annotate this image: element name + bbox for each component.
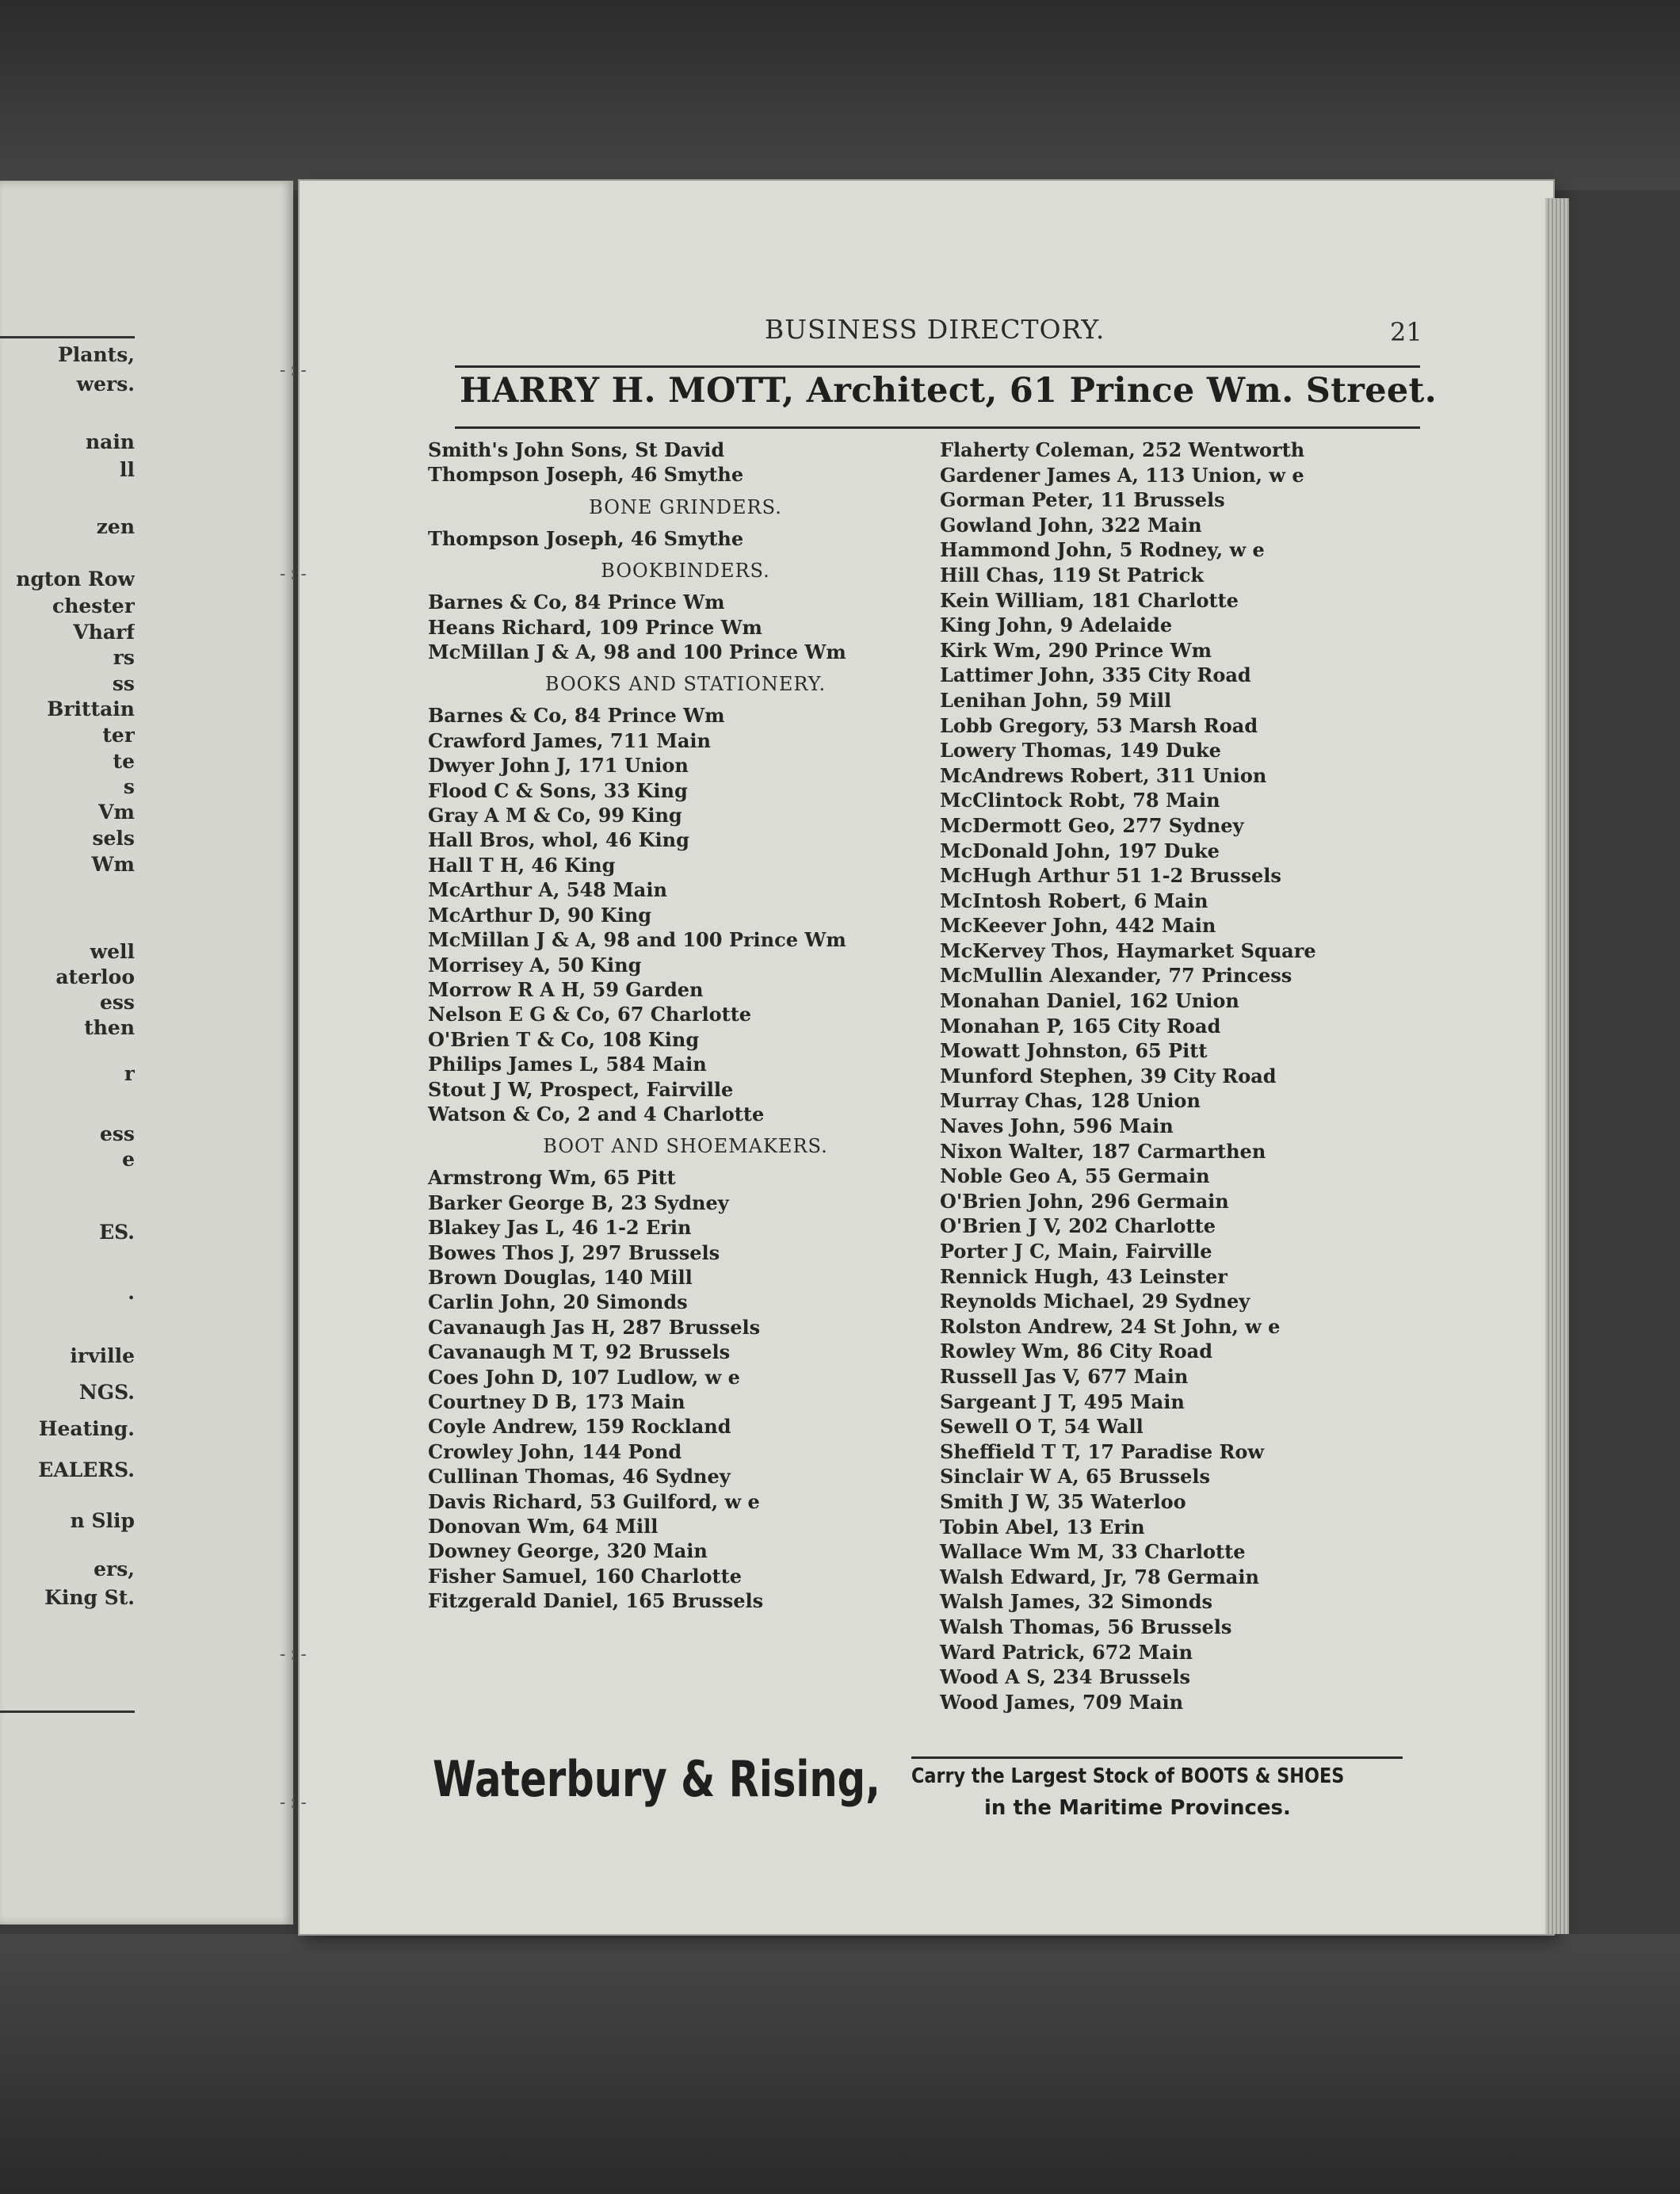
left-page-fragment: ers, xyxy=(94,1558,135,1581)
category-heading: BOOT AND SHOEMAKERS. xyxy=(543,1135,828,1158)
directory-entry: Barnes & Co, 84 Prince Wm xyxy=(428,591,725,614)
directory-entry: McKervey Thos, Haymarket Square xyxy=(940,938,1316,962)
directory-entry: Morrisey A, 50 King xyxy=(428,953,642,977)
directory-entry: King John, 9 Adelaide xyxy=(940,613,1173,637)
directory-entry: McMillan J & A, 98 and 100 Prince Wm xyxy=(428,928,846,952)
directory-entry: Hill Chas, 119 St Patrick xyxy=(940,563,1204,587)
left-page-fragment: e xyxy=(122,1148,135,1171)
directory-entry: Rowley Wm, 86 City Road xyxy=(940,1340,1213,1363)
directory-entry: Fisher Samuel, 160 Charlotte xyxy=(428,1564,742,1588)
left-page-rule-bottom xyxy=(0,1710,135,1713)
directory-entry: O'Brien T & Co, 108 King xyxy=(428,1027,700,1051)
directory-entry: Armstrong Wm, 65 Pitt xyxy=(428,1166,676,1190)
directory-entry: Russell Jas V, 677 Main xyxy=(940,1364,1189,1388)
directory-entry: Cavanaugh Jas H, 287 Brussels xyxy=(428,1315,761,1339)
directory-entry: Tobin Abel, 13 Erin xyxy=(940,1515,1145,1538)
directory-entry: Sargeant J T, 495 Main xyxy=(940,1389,1185,1413)
bottom-advertisement-name: Waterbury & Rising, xyxy=(433,1750,880,1808)
directory-entry: Wallace Wm M, 33 Charlotte xyxy=(940,1540,1246,1564)
left-page-fragment: EALERS. xyxy=(38,1458,135,1481)
directory-entry: Coes John D, 107 Ludlow, w e xyxy=(428,1365,740,1389)
directory-entry: Lobb Gregory, 53 Marsh Road xyxy=(940,713,1258,737)
directory-entry: Flaherty Coleman, 252 Wentworth xyxy=(940,438,1305,461)
directory-entry: Gardener James A, 113 Union, w e xyxy=(940,463,1304,487)
background-top xyxy=(0,0,1680,190)
directory-entry: Crawford James, 711 Main xyxy=(428,728,711,752)
bottom-advertisement-line2: in the Maritime Provinces. xyxy=(984,1796,1291,1820)
directory-entry: McArthur A, 548 Main xyxy=(428,878,667,902)
directory-entry: Sinclair W A, 65 Brussels xyxy=(940,1465,1210,1489)
left-page-fragment: Vharf xyxy=(73,621,135,644)
directory-entry: Cullinan Thomas, 46 Sydney xyxy=(428,1465,731,1489)
left-page-rule-top xyxy=(0,336,135,338)
directory-entry: Walsh Thomas, 56 Brussels xyxy=(940,1615,1232,1638)
directory-entry: Sheffield T T, 17 Paradise Row xyxy=(940,1439,1265,1463)
left-page-fragment: chester xyxy=(52,594,135,617)
stitch-mark: -:- xyxy=(277,361,309,380)
directory-entry: Lattimer John, 335 City Road xyxy=(940,663,1251,687)
directory-entry: McAndrews Robert, 311 Union xyxy=(940,763,1267,787)
left-page-fragment: Brittain xyxy=(47,698,135,721)
left-page-fragment: nain xyxy=(85,430,135,453)
left-page-fragment: s xyxy=(123,775,135,798)
directory-entry: Hall T H, 46 King xyxy=(428,853,616,877)
directory-entry: Morrow R A H, 59 Garden xyxy=(428,977,704,1001)
left-page-fragment: Vm xyxy=(98,801,135,824)
directory-entry: Blakey Jas L, 46 1-2 Erin xyxy=(428,1216,692,1240)
directory-entry: McHugh Arthur 51 1-2 Brussels xyxy=(940,864,1281,888)
running-head: BUSINESS DIRECTORY. xyxy=(765,314,1105,345)
directory-entry: Walsh Edward, Jr, 78 Germain xyxy=(940,1565,1259,1588)
directory-entry: Walsh James, 32 Simonds xyxy=(940,1590,1212,1614)
left-page-fragment: te xyxy=(113,750,135,773)
left-column xyxy=(428,438,943,1614)
directory-entry: Brown Douglas, 140 Mill xyxy=(428,1265,693,1289)
rule-below-ad xyxy=(455,426,1420,429)
directory-entry: Naves John, 596 Main xyxy=(940,1114,1174,1138)
stitch-mark: -:- xyxy=(277,564,309,584)
directory-entry: Kein William, 181 Charlotte xyxy=(940,588,1239,612)
directory-entry: Watson & Co, 2 and 4 Charlotte xyxy=(428,1102,765,1126)
top-advertisement: HARRY H. MOTT, Architect, 61 Prince Wm. Street. xyxy=(460,371,1437,411)
directory-entry: McMullin Alexander, 77 Princess xyxy=(940,964,1292,988)
directory-entry: McMillan J & A, 98 and 100 Prince Wm xyxy=(428,640,846,664)
left-page-fragment: ss xyxy=(112,672,135,695)
directory-entry: Gray A M & Co, 99 King xyxy=(428,804,682,828)
background-bottom xyxy=(0,1934,1680,2194)
directory-entry: Rennick Hugh, 43 Leinster xyxy=(940,1264,1228,1288)
page-number: 21 xyxy=(1390,317,1422,347)
directory-entry: Nelson E G & Co, 67 Charlotte xyxy=(428,1003,752,1026)
directory-entry: McDonald John, 197 Duke xyxy=(940,839,1220,862)
rule-top xyxy=(455,365,1420,368)
directory-entry: Murray Chas, 128 Union xyxy=(940,1089,1201,1113)
directory-entry: Monahan Daniel, 162 Union xyxy=(940,989,1239,1013)
left-page-fragment: King St. xyxy=(44,1586,135,1609)
left-page-fragment: wers. xyxy=(76,373,135,396)
directory-entry: Lowery Thomas, 149 Duke xyxy=(940,739,1221,763)
left-page-fragment: r xyxy=(124,1062,135,1085)
directory-entry: Crowley John, 144 Pond xyxy=(428,1439,682,1463)
left-page-fragment: well xyxy=(90,940,135,963)
directory-entry: McArthur D, 90 King xyxy=(428,903,652,927)
category-heading: BONE GRINDERS. xyxy=(589,495,782,518)
left-page-fragment: ll xyxy=(120,458,135,481)
right-column xyxy=(940,438,1495,1714)
directory-entry: Ward Patrick, 672 Main xyxy=(940,1640,1193,1664)
left-page-fragment: ess xyxy=(99,1122,135,1145)
page-edge xyxy=(1545,198,1569,1934)
directory-entry: Hammond John, 5 Rodney, w e xyxy=(940,538,1265,562)
bottom-advertisement-line1: Carry the Largest Stock of BOOTS & SHOES xyxy=(911,1764,1345,1788)
directory-entry: Noble Geo A, 55 Germain xyxy=(940,1164,1210,1188)
left-page-fragment: aterloo xyxy=(55,965,135,988)
left-page-fragment: ess xyxy=(99,991,135,1014)
directory-entry: Stout J W, Prospect, Fairville xyxy=(428,1077,734,1101)
left-page-fragment: . xyxy=(128,1281,135,1304)
directory-entry: Gowland John, 322 Main xyxy=(940,513,1202,537)
directory-entry: McKeever John, 442 Main xyxy=(940,914,1216,938)
left-page-fragment: n Slip xyxy=(70,1509,135,1532)
directory-entry: Courtney D B, 173 Main xyxy=(428,1390,685,1413)
rule-bottom xyxy=(911,1756,1403,1759)
directory-entry: O'Brien J V, 202 Charlotte xyxy=(940,1214,1216,1238)
directory-entry: Mowatt Johnston, 65 Pitt xyxy=(940,1039,1208,1063)
directory-entry: Flood C & Sons, 33 King xyxy=(428,778,688,802)
left-page-fragment: ngton Row xyxy=(16,568,135,591)
directory-entry: Thompson Joseph, 46 Smythe xyxy=(428,526,744,550)
left-page-fragment: then xyxy=(84,1016,135,1039)
left-page-fragment: sels xyxy=(92,827,135,850)
directory-entry: Philips James L, 584 Main xyxy=(428,1053,707,1076)
left-page-fragment: Wm xyxy=(91,853,135,876)
directory-entry: McDermott Geo, 277 Sydney xyxy=(940,813,1244,837)
directory-entry: Cavanaugh M T, 92 Brussels xyxy=(428,1340,731,1364)
directory-entry: Carlin John, 20 Simonds xyxy=(428,1290,688,1314)
directory-entry: Rolston Andrew, 24 St John, w e xyxy=(940,1314,1281,1338)
directory-entry: Bowes Thos J, 297 Brussels xyxy=(428,1240,720,1264)
directory-entry: Heans Richard, 109 Prince Wm xyxy=(428,615,762,639)
directory-entry: Davis Richard, 53 Guilford, w e xyxy=(428,1489,760,1513)
directory-entry: Hall Bros, whol, 46 King xyxy=(428,828,689,852)
left-page-fragment: zen xyxy=(96,515,135,538)
directory-entry: Downey George, 320 Main xyxy=(428,1539,708,1563)
left-page-fragment: ES. xyxy=(99,1221,135,1244)
directory-entry: Coyle Andrew, 159 Rockland xyxy=(428,1415,731,1439)
directory-entry: Gorman Peter, 11 Brussels xyxy=(940,488,1225,512)
directory-entry: Munford Stephen, 39 City Road xyxy=(940,1064,1277,1087)
directory-entry: O'Brien John, 296 Germain xyxy=(940,1189,1229,1213)
directory-entry: Wood James, 709 Main xyxy=(940,1690,1184,1714)
left-page-fragment: Heating. xyxy=(38,1417,135,1440)
directory-entry: Barker George B, 23 Sydney xyxy=(428,1191,729,1214)
directory-entry: Nixon Walter, 187 Carmarthen xyxy=(940,1139,1266,1163)
category-heading: BOOKS AND STATIONERY. xyxy=(544,673,827,696)
left-page xyxy=(0,181,293,1925)
left-page-fragment: ter xyxy=(102,724,135,747)
directory-entry: Donovan Wm, 64 Mill xyxy=(428,1515,659,1538)
directory-entry: Kirk Wm, 290 Prince Wm xyxy=(940,638,1212,662)
left-page-fragment: rs xyxy=(113,646,135,669)
left-page-fragment: Plants, xyxy=(58,343,135,366)
left-page-fragment: irville xyxy=(70,1344,135,1367)
directory-entry: Monahan P, 165 City Road xyxy=(940,1014,1221,1038)
directory-entry: Reynolds Michael, 29 Sydney xyxy=(940,1290,1250,1313)
directory-entry: Sewell O T, 54 Wall xyxy=(940,1415,1144,1439)
category-heading: BOOKBINDERS. xyxy=(601,560,770,583)
directory-entry: Barnes & Co, 84 Prince Wm xyxy=(428,704,725,728)
directory-entry: Smith's John Sons, St David xyxy=(428,438,725,461)
left-page-fragment: NGS. xyxy=(78,1381,135,1404)
directory-entry: Thompson Joseph, 46 Smythe xyxy=(428,463,744,487)
directory-entry: Wood A S, 234 Brussels xyxy=(940,1665,1191,1689)
directory-entry: Dwyer John J, 171 Union xyxy=(428,754,689,778)
directory-entry: McIntosh Robert, 6 Main xyxy=(940,889,1208,912)
directory-entry: Smith J W, 35 Waterloo xyxy=(940,1489,1186,1513)
stitch-mark: -:- xyxy=(277,1793,309,1813)
stitch-mark: -:- xyxy=(277,1645,309,1665)
directory-entry: McClintock Robt, 78 Main xyxy=(940,789,1220,812)
directory-entry: Lenihan John, 59 Mill xyxy=(940,688,1172,712)
directory-entry: Porter J C, Main, Fairville xyxy=(940,1240,1212,1263)
directory-entry: Fitzgerald Daniel, 165 Brussels xyxy=(428,1589,764,1613)
